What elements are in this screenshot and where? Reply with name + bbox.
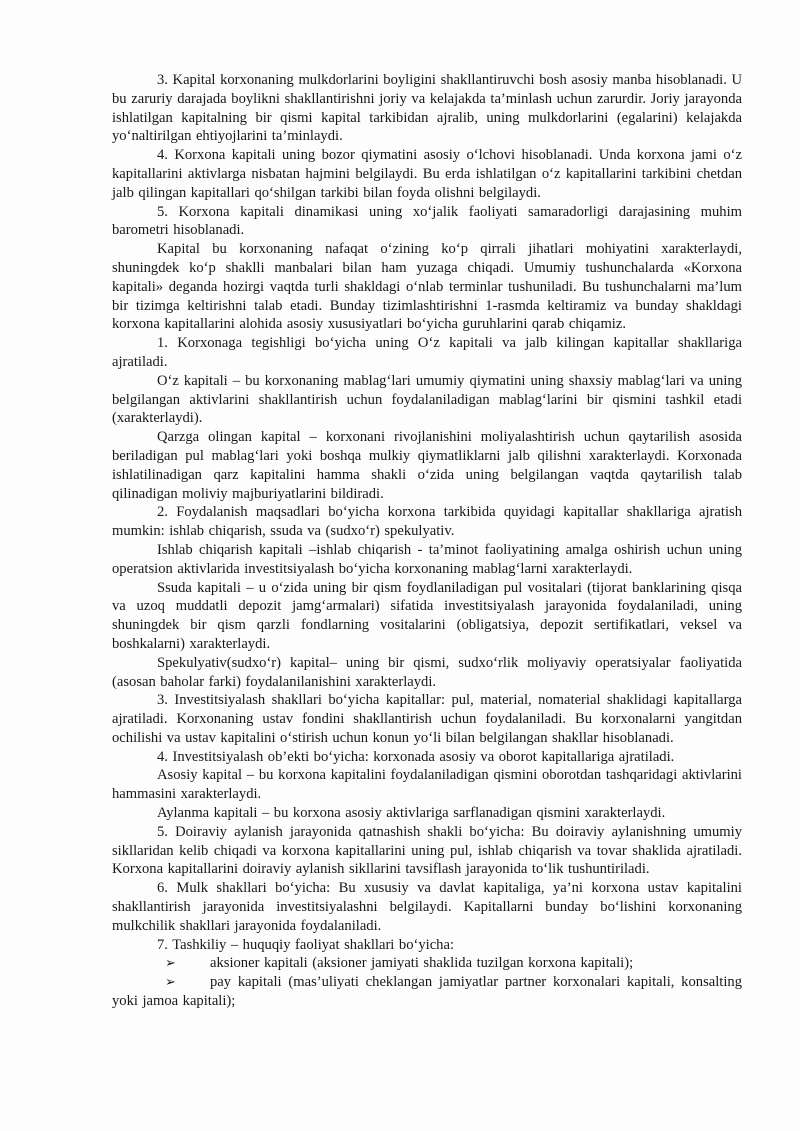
paragraph: 3. Investitsiyalash shakllari bo‘yicha kapitallar: pul, material, nomaterial shaklidagi kapitallarga ajratiladi. Korxonaning ustav fondini shakllantirish uchun foydalaniladi. Bu korxonalarni yangitdan ochilishi va ustav kapitalini o‘stirish uchun konun yo‘li bilan belgilangan shakllar hisoblanadi. xyxy=(112,692,742,746)
paragraph: Ssuda kapitali – u o‘zida uning bir qism foydlaniladigan pul vositalari (tijorat banklarining qisqa va uzoq muddatli depozit jamg‘armalari) sifatida investitsiyalash jarayonida foydalaniladi, uning shuningdek bir qism qarzli fondlarning vositalarini (obligatsiya, depozit sertifikatlari, veksel va boshkalarni) xarakterlaydi. xyxy=(112,579,742,652)
paragraph: 3. Kapital korxonaning mulkdorlarini boyligini shakllantiruvchi bosh asosiy manba hisoblanadi. U bu zaruriy darajada boylikni shakllantirishni joriy va kelajakda ta’minlash uchun zarurdir. Joriy jarayonda ishlatilgan kapitalning bir qismi kapital tarkibidan ajralib, uning mulkdorlarini (egalarini) kelajakda yo‘naltirilgan ehtiyojlarini ta’minlaydi. xyxy=(112,72,742,145)
paragraph: Spekulyativ(sudxo‘r) kapital– uning bir qismi, sudxo‘rlik moliyaviy operatsiyalar faoliyatida (asosan baholar farki) foydalanilanishini xarakterlaydi. xyxy=(112,654,742,690)
paragraph: Qarzga olingan kapital – korxonani rivojlanishini moliyalashtirish uchun qaytarilish asosida beriladigan pul mablag‘lari yoki boshqa mulkiy qiymatliklarni jalb qilishni xarakterlaydi. Korxonada ishlatilinadigan qarz kapitalini hamma shakli o‘zida uning belgilangan vaqtda qaytarilish talab qilinadigan moliviy majburiyatlarini bildiradi. xyxy=(112,429,742,502)
paragraph: 7. Tashkiliy – huquqiy faoliyat shakllari bo‘yicha: xyxy=(157,936,455,953)
paragraph: 2. Foydalanish maqsadlari bo‘yicha korxona tarkibida quyidagi kapitallar shakllariga ajratish mumkin: ishlab chiqarish, ssuda va (sudxo‘r) spekulyativ. xyxy=(112,504,742,540)
list-item xyxy=(112,973,742,1011)
paragraph: Ishlab chiqarish kapitali –ishlab chiqarish - ta’minot faoliyatining amalga oshirish uchun uning operatsion aktivlarida investitsiyalash bo‘yicha korxonaning mablag‘larni xarakterlaydi. xyxy=(112,541,742,577)
paragraph: Aylanma kapitali – bu korxona asosiy aktivlariga sarflanadigan qismini xarakterlaydi. xyxy=(157,805,666,822)
text-block xyxy=(112,71,742,1011)
list-item-text: aksioner kapitali (aksioner jamiyati shaklida tuzilgan korxona kapitali); xyxy=(210,955,634,972)
paragraph: 4. Investitsiyalash ob’ekti bo‘yicha: korxonada asosiy va oborot kapitallariga ajratiladi. xyxy=(157,748,675,765)
paragraph: 5. Doiraviy aylanish jarayonida qatnashish shakli bo‘yicha: Bu doiraviy aylanishning umumiy sikllaridan kelib chiqadi va korxona kapitallarini uning pul, ishlab chiqarish va tovar shaklida ajratiladi. Korxona kapitallarini doiraviy aylanish sikllarini tavsiflash jarayonida to‘lik tushuntiriladi. xyxy=(112,823,742,878)
arrow-bullet-icon: ➢ xyxy=(165,974,176,990)
list-item-text: pay kapitali (mas’uliyati cheklangan jamiyatlar partner korxonalari kapitali, konsalting yoki jamoa kapitali); xyxy=(112,974,742,1010)
paragraph: Asosiy kapital – bu korxona kapitalini foydalaniladigan qismini oborotdan tashqaridagi aktivlarini hammasini xarakterlaydi. xyxy=(112,767,742,803)
list-item xyxy=(112,954,742,973)
paragraph: Kapital bu korxonaning nafaqat o‘zining ko‘p qirrali jihatlari mohiyatini xarakterlaydi, shuningdek ko‘p shaklli manbalari bilan ham yuzaga chiqadi. Umumiy tushunchalarda «Korxona kapitali» deganda hozirgi vaqtda turli shakldagi o‘nlab terminlar tushuniladi. Bu tushunchalarni ma’lum bir tizimga keltirishni talab etadi. Bunday tizimlashtirishni 1-rasmda keltiramiz va bunday shakldagi korxona kapitallarini alohida asosiy xususiyatlari bo‘yicha guruhlarini qarab chiqamiz. xyxy=(112,241,742,333)
arrow-bullet-icon: ➢ xyxy=(165,955,176,971)
paragraph: 4. Korxona kapitali uning bozor qiymatini asosiy o‘lchovi hisoblanadi. Unda korxona jami o‘z kapitallarini aktivlarga nisbatan hajmini belgilaydi. Bu erda ishlatilgan o‘z kapitallarini tarkibini chetdan jalb qilingan kapitallari qo‘shilgan tarkibi bilan foyda olishni belgilaydi. xyxy=(112,147,742,201)
paragraph: O‘z kapitali – bu korxonaning mablag‘lari umumiy qiymatini uning shaxsiy mablag‘lari va uning belgilangan aktivlarini shakllantirish uchun foydalaniladigan mablag‘larini bir qismini tashkil etadi (xarakterlaydi). xyxy=(112,372,742,427)
paragraph: 5. Korxona kapitali dinamikasi uning xo‘jalik faoliyati samaradorligi darajasining muhim barometri hisoblanadi. xyxy=(112,203,742,239)
paragraph: 1. Korxonaga tegishligi bo‘yicha uning O‘z kapitali va jalb kilingan kapitallar shakllariga ajratiladi. xyxy=(112,335,742,370)
paragraph: 6. Mulk shakllari bo‘yicha: Bu xususiy va davlat kapitaliga, ya’ni korxona ustav kapitalini shakllantirish jarayonida investitsiyalashni belgilaydi. Kapitallarni bunday bo‘lishini korxonaning mulkchilik shakllari jarayonida foydalaniladi. xyxy=(112,880,742,934)
